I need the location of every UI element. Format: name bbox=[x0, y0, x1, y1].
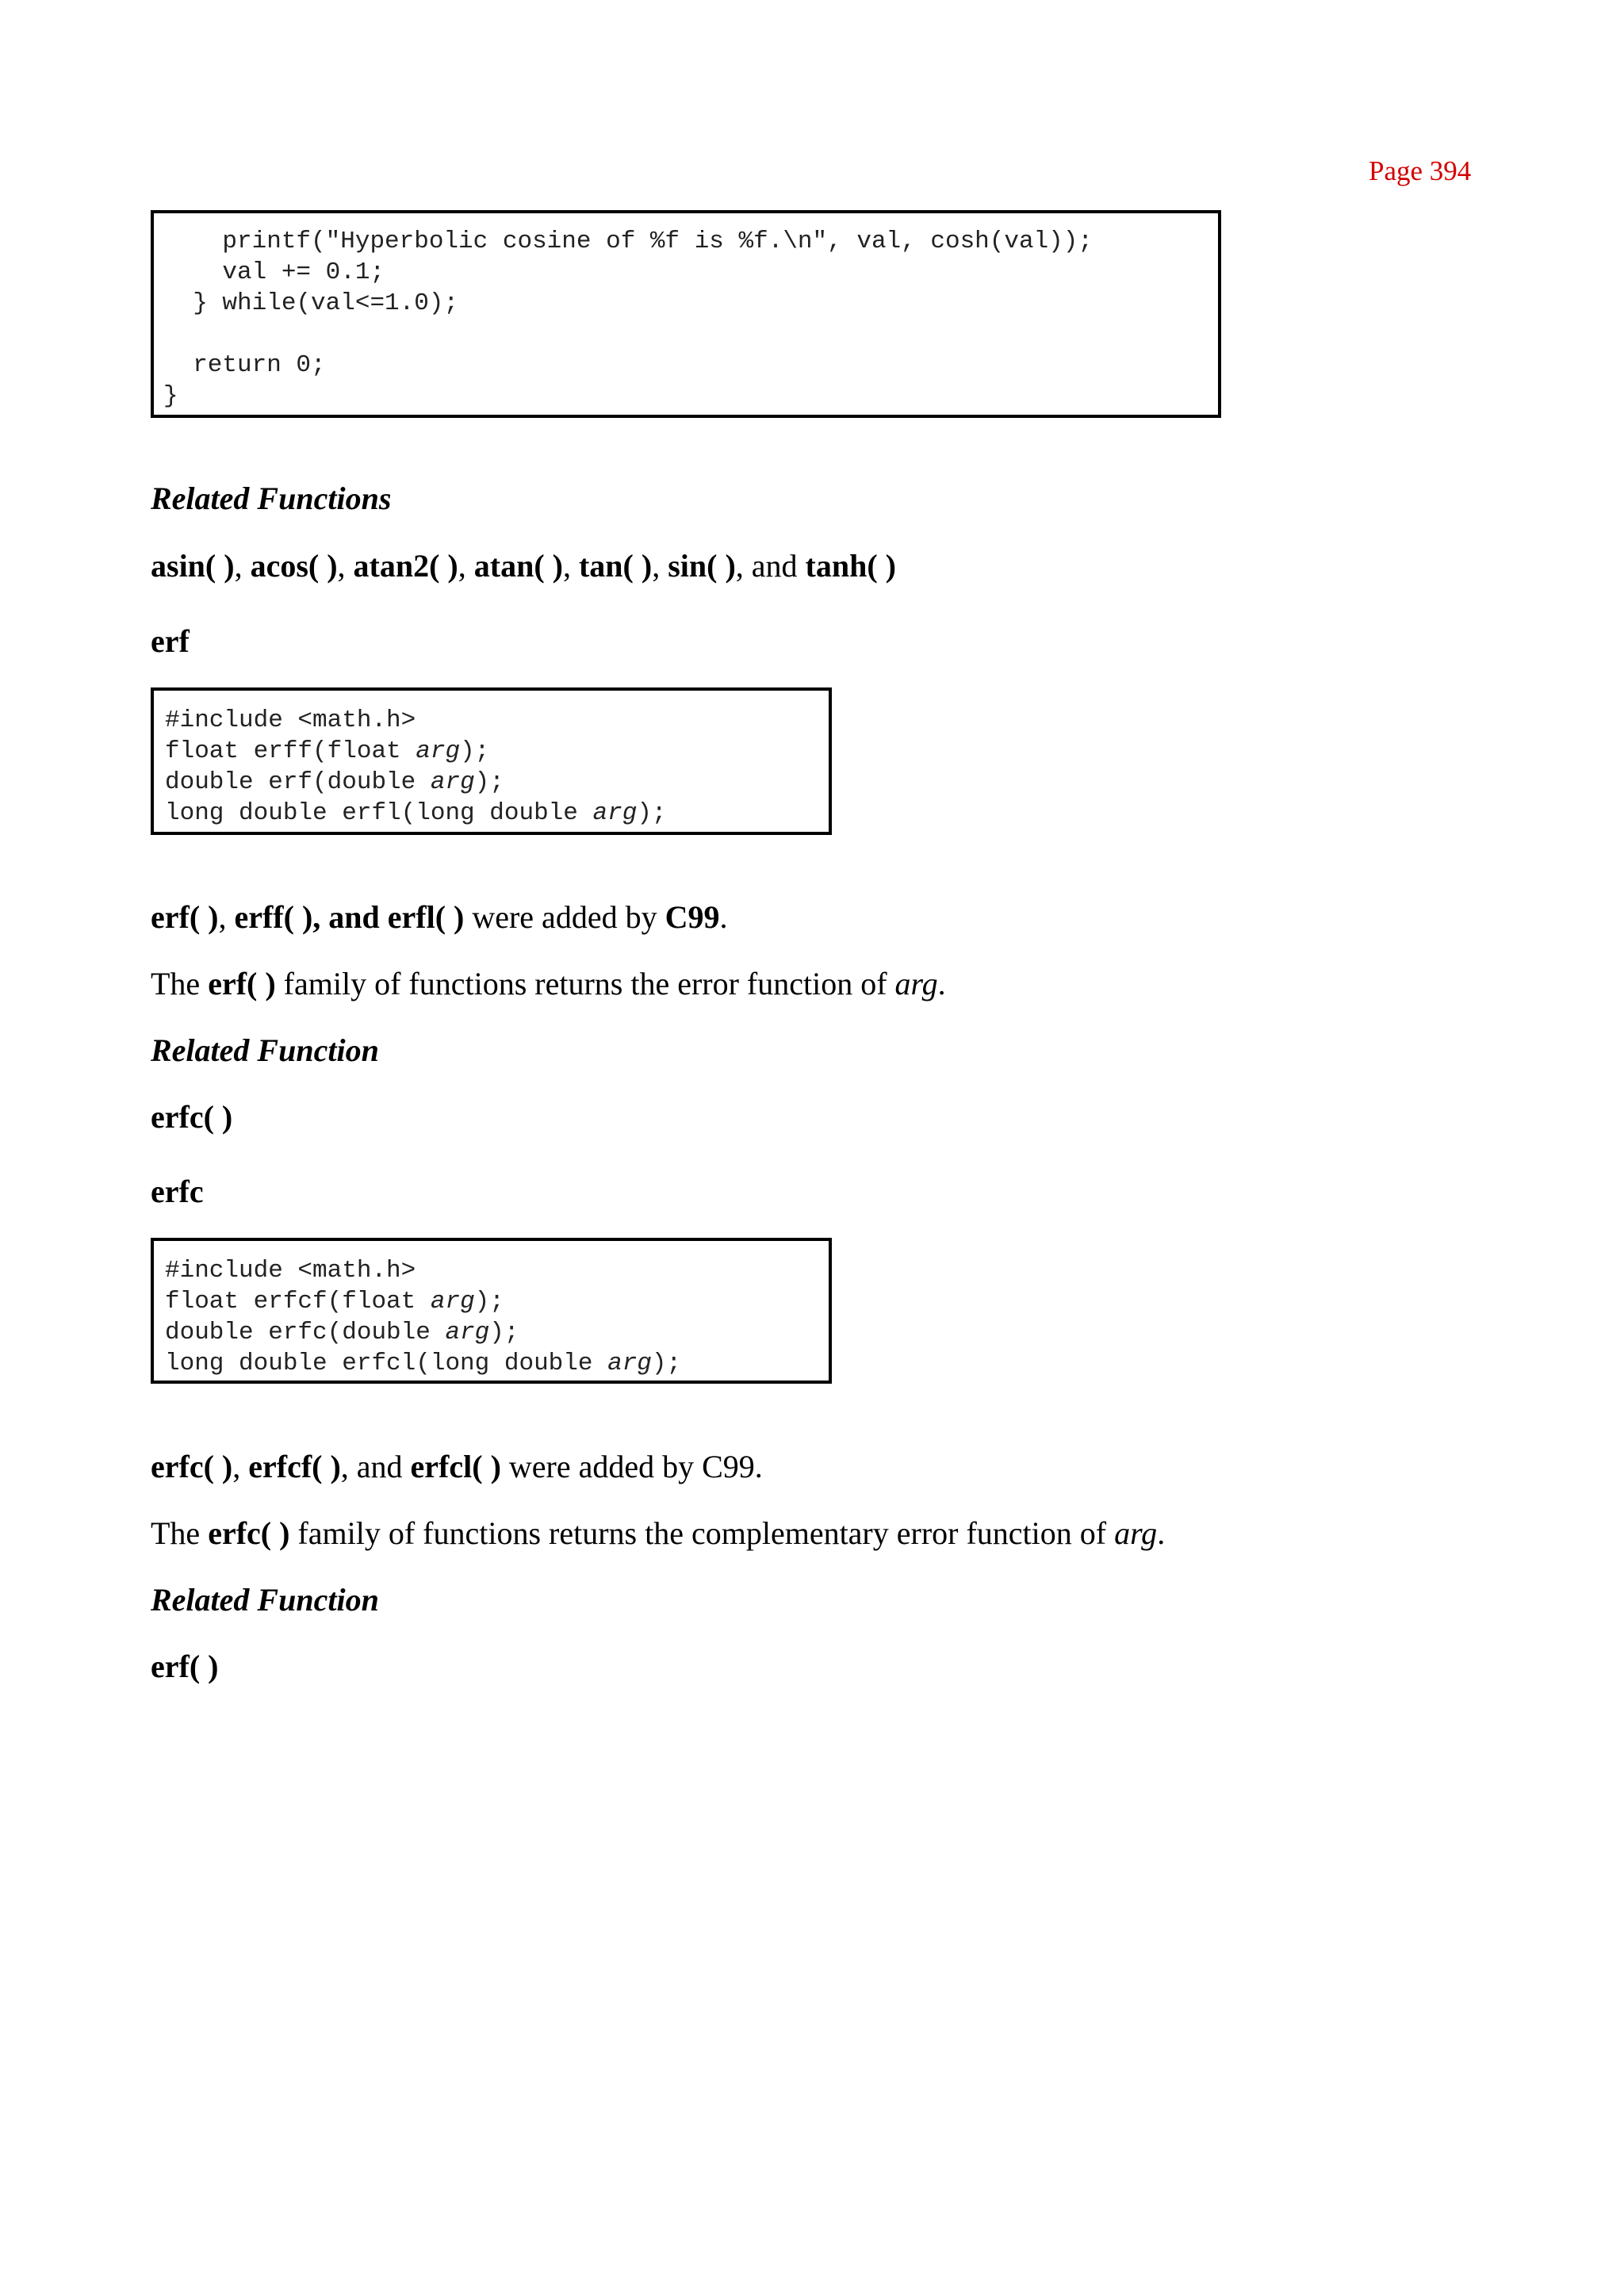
code-line: val += 0.1; bbox=[163, 259, 385, 286]
erfc-related-list: erf( ) bbox=[151, 1649, 219, 1684]
func-name: asin( ) bbox=[151, 548, 235, 584]
code-line: #include <math.h> bbox=[165, 707, 416, 734]
code-line: float erfcf(float arg); bbox=[165, 1288, 504, 1316]
erfc-description: The erfc( ) family of functions returns the complementary error function of arg. bbox=[151, 1515, 1166, 1551]
code-line: long double erfcl(long double arg); bbox=[165, 1350, 682, 1377]
erfc-title: erfc bbox=[151, 1174, 204, 1209]
code-line: long double erfl(long double arg); bbox=[165, 799, 667, 827]
func-name: acos( ) bbox=[250, 548, 338, 584]
code-line: double erf(double arg); bbox=[165, 768, 504, 796]
code-line: printf("Hyperbolic cosine of %f is %f.\n", val, cosh(val)); bbox=[163, 228, 1093, 255]
erf-title: erf bbox=[151, 623, 190, 659]
code-line: float erff(float arg); bbox=[165, 737, 490, 765]
erf-related-list: erfc( ) bbox=[151, 1099, 233, 1135]
page-number: Page 394 bbox=[1369, 155, 1472, 186]
code-line: double erfc(double arg); bbox=[165, 1319, 519, 1346]
func-name: tanh( ) bbox=[805, 548, 896, 584]
erfc-added-note: erfc( ), erfcf( ), and erfcl( ) were added by C99. bbox=[151, 1449, 763, 1484]
code-line: #include <math.h> bbox=[165, 1257, 416, 1285]
code-lines bbox=[165, 1255, 829, 1379]
related-functions-list: asin( ), acos( ), atan2( ), atan( ), tan( ), sin( ), and tanh( ) bbox=[151, 548, 896, 584]
code-lines bbox=[163, 226, 1218, 412]
code-lines bbox=[165, 705, 829, 829]
erf-added-note: erf( ), erff( ), and erfl( ) were added by C99. bbox=[151, 899, 728, 935]
erfc-related-heading: Related Function bbox=[151, 1582, 379, 1618]
code-block-erfc bbox=[151, 1238, 832, 1384]
func-name: atan( ) bbox=[473, 548, 563, 584]
erf-related-heading: Related Function bbox=[151, 1032, 379, 1068]
code-line: return 0; bbox=[163, 351, 326, 379]
related-functions-heading: Related Functions bbox=[151, 481, 392, 516]
code-block-cosh-example bbox=[151, 210, 1221, 418]
code-block-erf bbox=[151, 687, 832, 835]
erf-description: The erf( ) family of functions returns the error function of arg. bbox=[151, 966, 946, 1001]
func-name: sin( ) bbox=[668, 548, 736, 584]
code-line: } while(val<=1.0); bbox=[163, 289, 459, 317]
code-line: } bbox=[163, 382, 178, 410]
func-name: atan2( ) bbox=[353, 548, 458, 584]
func-name: tan( ) bbox=[578, 548, 653, 584]
